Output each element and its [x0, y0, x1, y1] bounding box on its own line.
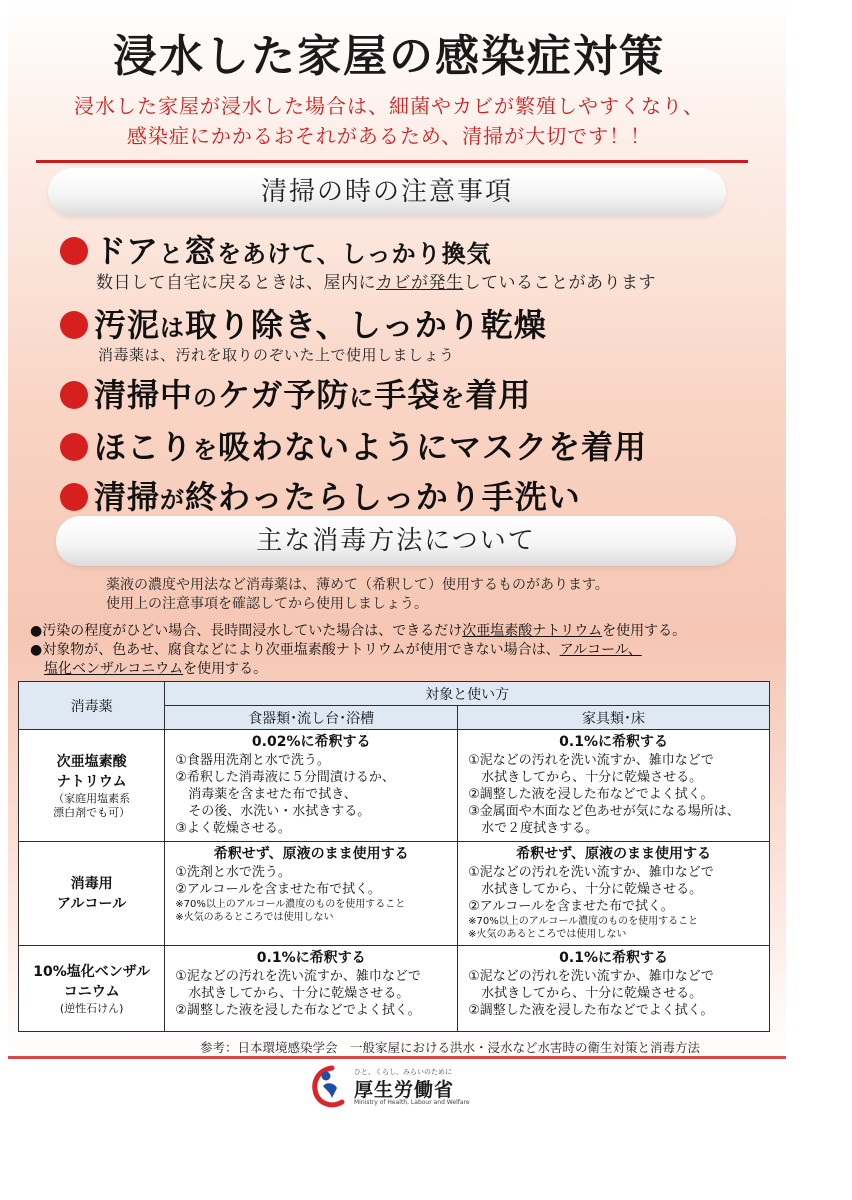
bullet-dot-icon — [60, 483, 88, 511]
section-heading-disinfection-methods: 主な消毒方法について — [56, 516, 736, 566]
point-mask: ほこりを吸わないようにマスクを着用 — [60, 422, 647, 468]
column-header-agent: 消毒薬 — [19, 682, 165, 730]
ministry-logo: ひと、くらし、みらいのために 厚生労働省 Ministry of Health, Labour and Welfare — [310, 1064, 470, 1110]
lead-line-2: 感染症にかかるおそれがあるため、清掃が大切です！！ — [126, 124, 652, 148]
furniture-cell: 希釈せず、原液のまま使用する ①泥などの汚れを洗い流すか、雑巾などで 水拭きしてから、十分に乾燥させる。 ②アルコールを含ませた布で拭く。 ※70%以上のアルコール濃度のものを使用すること ※火気のあるところでは使用しない — [458, 842, 770, 946]
agent-cell: 次亜塩素酸 ナトリウム （家庭用塩素系 漂白剤でも可） — [19, 730, 165, 842]
point-ventilation-note: 数日して自宅に戻るときは、屋内にカビが発生していることがあります — [96, 273, 656, 293]
table-row — [19, 946, 770, 1032]
table-header-row — [19, 682, 770, 706]
column-header-dishes: 食器類･流し台･浴槽 — [165, 706, 458, 730]
table-row — [19, 730, 770, 842]
guidance-bullet-2-cont: 塩化ベンザルコニウムを使用する。 — [44, 661, 268, 677]
dishes-cell: 希釈せず、原液のまま使用する ①洗剤と水で洗う。 ②アルコールを含ませた布で拭く。 ※70%以上のアルコール濃度のものを使用すること ※火気のあるところでは使用しない — [165, 842, 458, 946]
column-header-furniture: 家具類･床 — [458, 706, 770, 730]
guidance-bullet-2: ●対象物が、色あせ、腐食などにより次亜塩素酸ナトリウムが使用できない場合は、アルコール、 — [30, 642, 642, 658]
column-header-target: 対象と使い方 — [165, 682, 770, 706]
table-row — [19, 842, 770, 946]
reference-citation: 参考：日本環境感染学会 一般家屋における洪水・浸水など水害時の衛生対策と消毒方法 — [200, 1040, 701, 1055]
point-sludge-removal: 汚泥は取り除き、しっかり乾燥 — [60, 300, 547, 346]
bullet-dot-icon — [60, 237, 88, 265]
furniture-cell: 0.1%に希釈する ①泥などの汚れを洗い流すか、雑巾などで 水拭きしてから、十分に乾燥させる。 ②調整した液を浸した布などでよく拭く。 — [458, 946, 770, 1032]
disinfection-table — [18, 681, 770, 1032]
mhlw-emblem-icon — [310, 1064, 350, 1110]
dishes-cell: 0.1%に希釈する ①泥などの汚れを洗い流すか、雑巾などで 水拭きしてから、十分に乾燥させる。 ②調整した液を浸した布などでよく拭く。 — [165, 946, 458, 1032]
bullet-dot-icon — [60, 311, 88, 339]
dishes-cell: 0.02%に希釈する ①食器用洗剤と水で洗う。 ②希釈した消毒液に５分間漬けるか、 消毒薬を含ませた布で拭き、 その後、水洗い・水拭きする。 ③よく乾燥させる。 — [165, 730, 458, 842]
dilution-note-line-2: 使用上の注意事項を確認してから使用しましょう。 — [106, 596, 428, 612]
section-heading-cleaning-precautions: 清掃の時の注意事項 — [48, 168, 726, 216]
furniture-cell: 0.1%に希釈する ①泥などの汚れを洗い流すか、雑巾などで 水拭きしてから、十分に乾燥させる。 ②調整した液を浸した布などでよく拭く。 ③金属面や木面など色あせが気になる場所は、 水で２度拭きする。 — [458, 730, 770, 842]
guidance-bullet-1: ●汚染の程度がひどい場合、長時間浸水していた場合は、できるだけ次亜塩素酸ナトリウムを使用する。 — [30, 623, 687, 639]
point-sludge-note: 消毒薬は、汚れを取りのぞいた上で使用しましょう — [98, 346, 455, 364]
point-gloves: 清掃中のケガ予防に手袋を着用 — [60, 370, 531, 416]
bullet-dot-icon — [60, 381, 88, 409]
page-title: 浸水した家屋の感染症対策 — [113, 31, 665, 82]
agent-cell: 消毒用 アルコール — [19, 842, 165, 946]
bullet-dot-icon — [60, 433, 88, 461]
bottom-divider — [8, 1056, 786, 1059]
title-divider — [36, 160, 748, 163]
point-ventilation: ドアと窓をあけて、しっかり換気 — [60, 226, 492, 272]
agent-cell: 10%塩化ベンザル コニウム (逆性石けん) — [19, 946, 165, 1032]
lead-line-1: 浸水した家屋が浸水した場合は、細菌やカビが繁殖しやすくなり、 — [74, 94, 704, 118]
point-handwashing: 清掃が終わったらしっかり手洗い — [60, 472, 581, 518]
dilution-note-line-1: 薬液の濃度や用法など消毒薬は、薄めて（希釈して）使用するものがあります。 — [106, 577, 609, 593]
